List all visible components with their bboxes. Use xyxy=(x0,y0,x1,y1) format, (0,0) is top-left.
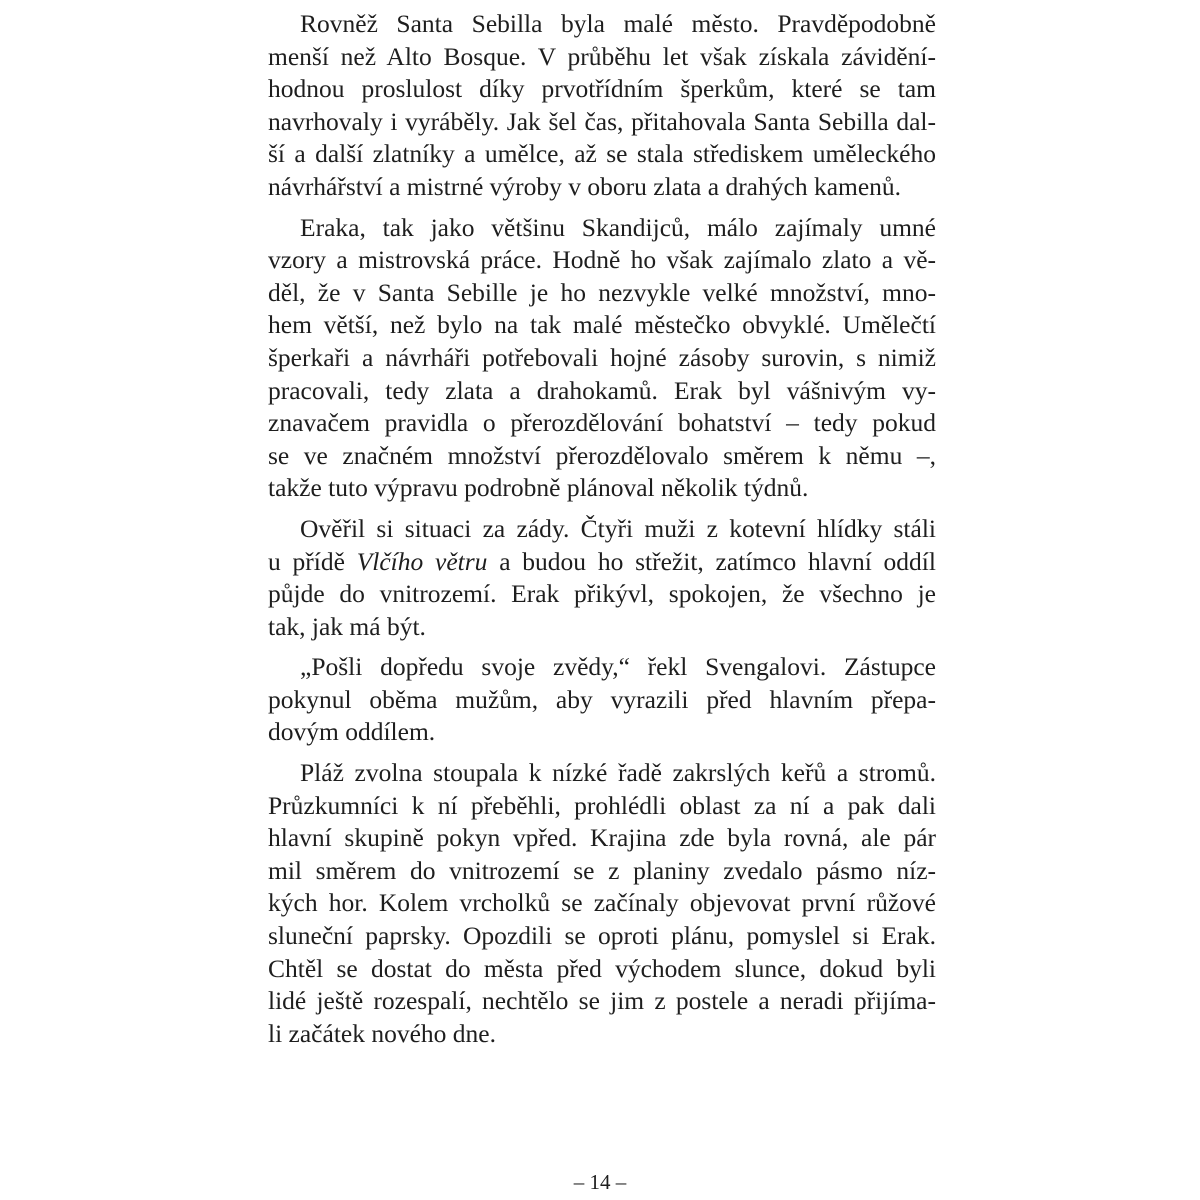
text-line: se ve značném množství přerozdělovalo směrem k němu –, xyxy=(268,440,936,470)
text-line: tak, jak má být. xyxy=(268,611,426,641)
text-line: „Pošli dopředu svoje zvědy,“ řekl Svengalovi. Zástupce xyxy=(300,652,936,682)
text-line: li začátek nového dne. xyxy=(268,1018,496,1048)
text-line: Pláž zvolna stoupala k nízké řadě zakrslých keřů a stromů. xyxy=(300,758,936,788)
paragraph xyxy=(268,212,936,505)
text-line: Průzkumníci k ní přeběhli, prohlédli oblast za ní a pak dali xyxy=(268,790,936,820)
paragraph xyxy=(268,513,936,643)
text-line: Eraka, tak jako většinu Skandijců, málo zajímaly umné xyxy=(300,212,936,242)
text-line: sluneční paprsky. Opozdili se oproti plánu, pomyslel si Erak. xyxy=(268,921,936,951)
page-number: – 14 – xyxy=(573,1170,627,1194)
text-line: šperkaři a návrháři potřebovali hojné zásoby surovin, s nimiž xyxy=(268,342,936,372)
text-line: půjde do vnitrozemí. Erak přikývl, spokojen, že všechno je xyxy=(268,579,936,609)
paragraph xyxy=(268,8,936,204)
text-line: pokynul oběma mužům, aby vyrazili před hlavním přepa- xyxy=(268,684,936,714)
text-line: hlavní skupině pokyn vpřed. Krajina zde byla rovná, ale pár xyxy=(268,823,936,853)
text-line: takže tuto výpravu podrobně plánoval několik týdnů. xyxy=(268,473,809,503)
text-line: ší a další zlatníky a umělce, až se stala střediskem uměleckého xyxy=(268,139,936,169)
paragraph-gap xyxy=(268,749,936,757)
body-text xyxy=(268,8,936,1050)
text-line: lidé ještě rozespalí, nechtělo se jim z postele a neradi přijíma- xyxy=(268,986,936,1016)
text-line: Chtěl se dostat do města před východem slunce, dokud byli xyxy=(268,953,936,983)
text-line: hodnou proslulost díky prvotřídním šperkům, které se tam xyxy=(268,74,936,104)
text-line: navrhovaly i vyráběly. Jak šel čas, přitahovala Santa Sebilla dal- xyxy=(268,106,936,136)
text-line xyxy=(268,546,936,579)
text-line: vzory a mistrovská práce. Hodně ho však zajímalo zlato a vě- xyxy=(268,245,936,275)
ship-name-italic: Vlčího větru xyxy=(356,546,488,576)
text-line: kých hor. Kolem vrcholků se začínaly objevovat první růžové xyxy=(268,888,936,918)
text-line: Ověřil si situaci za zády. Čtyři muži z kotevní hlídky stáli xyxy=(300,513,936,543)
text-line: děl, že v Santa Sebille je ho nezvykle velké množství, mno- xyxy=(268,277,936,307)
text-line: dovým oddílem. xyxy=(268,717,436,747)
paragraph-gap xyxy=(268,204,936,212)
paragraph xyxy=(268,651,936,749)
text-line: Rovněž Santa Sebilla byla malé město. Pravděpodobně xyxy=(300,9,936,38)
paragraph xyxy=(268,757,936,1050)
paragraph-gap xyxy=(268,505,936,513)
text-line: mil směrem do vnitrozemí se z planiny zvedalo pásmo níz- xyxy=(268,855,936,885)
text-line: znavačem pravidla o přerozdělování bohatství – tedy pokud xyxy=(268,408,936,438)
text-line: pracovali, tedy zlata a drahokamů. Erak byl vášnivým vy- xyxy=(268,375,936,405)
text-segment: a budou ho střežit, zatímco hlavní oddíl xyxy=(487,546,936,576)
text-segment: u přídě xyxy=(268,546,357,576)
text-line: návrhářství a mistrné výroby v oboru zlata a drahých kamenů. xyxy=(268,171,902,201)
text-line: menší než Alto Bosque. V průběhu let však získala závidění- xyxy=(268,41,936,71)
paragraph-gap xyxy=(268,643,936,651)
text-line: hem větší, než bylo na tak malé městečko obvyklé. Umělečtí xyxy=(268,310,936,340)
